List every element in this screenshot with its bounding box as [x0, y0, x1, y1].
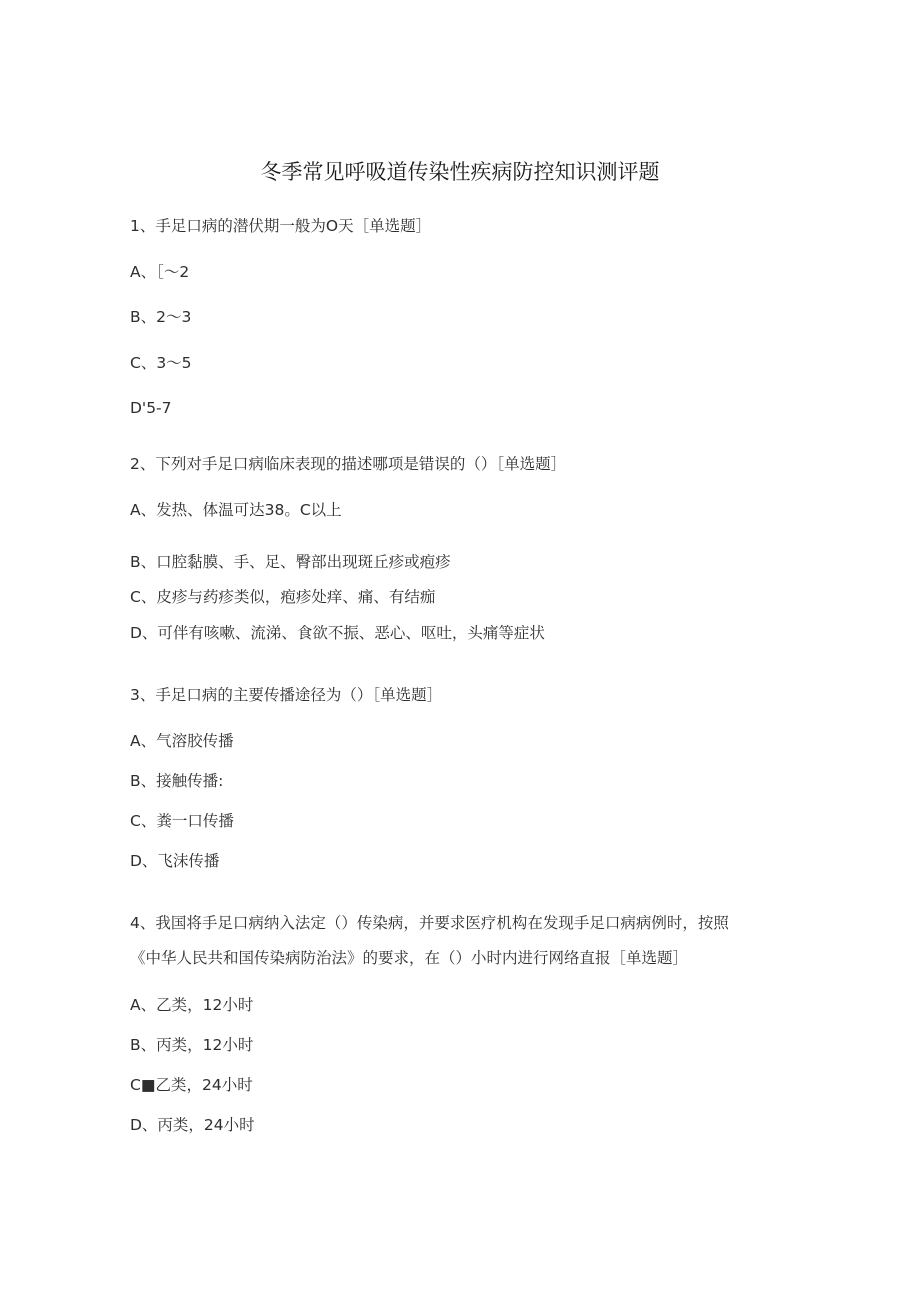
- question-3-option-c: C、粪一口传播: [130, 812, 234, 830]
- question-2-option-c: C、皮疹与药疹类似，疱疹处痒、痛、有结痂: [130, 588, 436, 606]
- question-3-stem: 3、手足口病的主要传播途径为（）［单选题］: [130, 686, 443, 704]
- question-2-option-b: B、口腔黏膜、手、足、臀部出现斑丘疹或疱疹: [130, 553, 451, 571]
- question-3-option-b: B、接触传播:: [130, 772, 224, 790]
- question-4-stem-line-1: 4、我国将手足口病纳入法定（）传染病，并要求医疗机构在发现手足口病病例时，按照: [130, 914, 729, 932]
- question-1-option-b: B、2〜3: [130, 308, 192, 326]
- question-2-option-d: D、可伴有咳嗽、流涕、食欲不振、恶心、呕吐，头痛等症状: [130, 624, 545, 642]
- question-4-stem-line-2: 《中华人民共和国传染病防治法》的要求，在（）小时内进行网络直报［单选题］: [130, 949, 689, 967]
- question-1-option-d: D'5-7: [130, 399, 172, 417]
- question-1-option-a: A、［～2: [130, 263, 190, 281]
- question-3-option-a: A、气溶胶传播: [130, 732, 234, 750]
- question-3-option-d: D、飞沫传播: [130, 852, 220, 870]
- question-2-option-a: A、发热、体温可达38。C以上: [130, 501, 342, 519]
- question-4-option-b: B、丙类，12小时: [130, 1036, 254, 1054]
- document-title: 冬季常见呼吸道传染性疾病防控知识测评题: [260, 160, 660, 184]
- question-1-stem: 1、手足口病的潜伏期一般为O天［单选题］: [130, 217, 432, 235]
- question-1-option-c: C、3〜5: [130, 354, 192, 372]
- question-4-option-c: C■乙类，24小时: [130, 1076, 253, 1094]
- question-4-option-a: A、乙类，12小时: [130, 996, 254, 1014]
- question-2-stem: 2、下列对手足口病临床表现的描述哪项是错误的（）［单选题］: [130, 455, 567, 473]
- question-4-option-d: D、丙类，24小时: [130, 1116, 255, 1134]
